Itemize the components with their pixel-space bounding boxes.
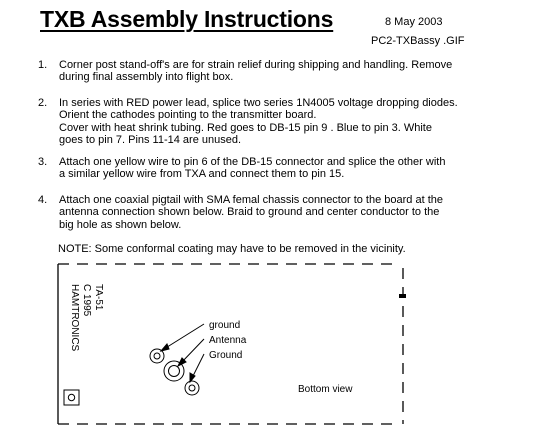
- page-title: TXB Assembly Instructions: [40, 6, 334, 32]
- antenna-hole-icon: [164, 361, 184, 381]
- pointer-arrows: [161, 324, 204, 382]
- instruction-number: 3.: [38, 156, 48, 168]
- label-ground-top: ground: [209, 320, 241, 331]
- ground-hole-top-icon: [150, 349, 164, 363]
- instruction-line: antenna connection shown below. Braid to ground and center conductor to the: [59, 206, 440, 219]
- instruction-number: 1.: [38, 59, 48, 71]
- document-filename: PC2-TXBassy .GIF: [371, 35, 465, 47]
- conformal-coating-note: NOTE: Some conformal coating may have to be removed in the vicinity.: [58, 243, 406, 255]
- silkscreen-text: [69, 284, 104, 352]
- corner-pad-icon: [64, 390, 79, 405]
- instruction-number: 4.: [38, 194, 48, 206]
- silkscreen-line: HAMTRONICS: [69, 284, 80, 352]
- instruction-number: 2.: [38, 97, 48, 109]
- instruction-line: goes to pin 7. Pins 11-14 are unused.: [59, 134, 242, 147]
- instruction-line: a similar yellow wire from TXA and connect them to pin 15.: [59, 168, 345, 181]
- instruction-line: Orient the cathodes pointing to the transmitter board.: [59, 109, 317, 122]
- instruction-line: big hole as shown below.: [59, 218, 182, 231]
- arrow-ground-bottom: [192, 354, 204, 378]
- arrow-antenna: [181, 339, 204, 363]
- instruction-line: Attach one yellow wire to pin 6 of the DB-15 connector and splice the other with: [59, 156, 446, 168]
- instruction-line: Attach one coaxial pigtail with SMA femal chassis connector to the board at the: [59, 194, 443, 206]
- label-bottom-view: Bottom view: [298, 384, 353, 395]
- silkscreen-line: C 1995: [81, 284, 92, 317]
- document-date: 8 May 2003: [385, 16, 443, 28]
- arrowhead: [161, 344, 169, 351]
- label-antenna: Antenna: [209, 335, 247, 346]
- silkscreen-line: TA-51: [93, 284, 104, 311]
- instruction-line: during final assembly into flight box.: [59, 71, 234, 84]
- board-notch: [399, 294, 406, 298]
- instruction-line: In series with RED power lead, splice two series 1N4005 voltage dropping diodes.: [59, 97, 458, 109]
- instruction-line: Cover with heat shrink tubing. Red goes to DB-15 pin 9 . Blue to pin 3. White: [59, 121, 432, 134]
- label-ground-bottom: Ground: [209, 350, 243, 361]
- instruction-line: Corner post stand-off's are for strain relief during shipping and handling. Remove: [59, 59, 453, 71]
- ground-hole-bottom-icon: [185, 381, 199, 395]
